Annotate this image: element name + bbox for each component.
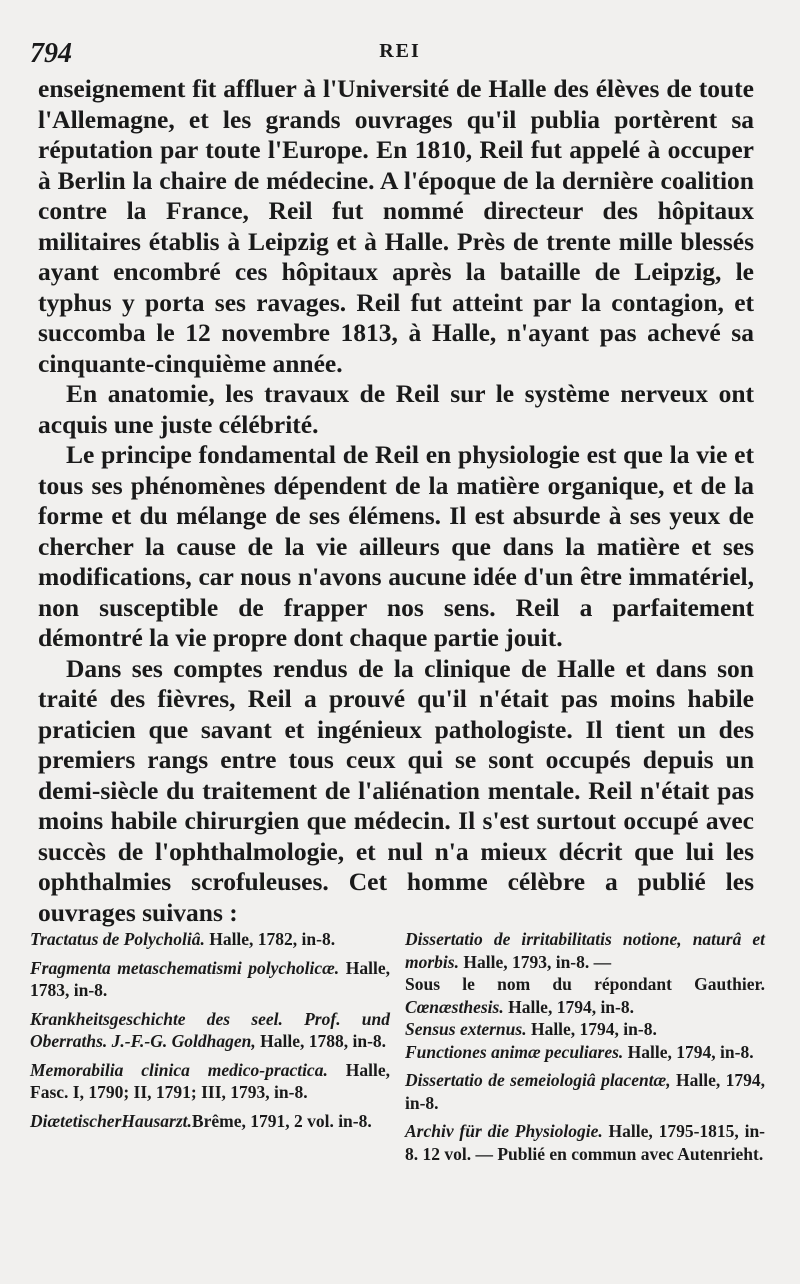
bibliography-entry: Dissertatio de irritabilitatis notione, naturâ et morbis. Halle, 1793, in-8. —	[405, 929, 765, 972]
bibliography-entry: Functiones animæ peculiares. Halle, 1794, in-8.	[405, 1041, 754, 1062]
bibliography-entry: Dissertatio de semeiologiâ placentæ, Halle, 1794, in-8.	[405, 1070, 765, 1113]
bibliography-entry: Krankheitsgeschichte des seel. Prof. und Oberraths. J.-F.-G. Goldhagen, Halle, 1788, in-8.	[30, 1008, 390, 1051]
bibliography-right-column	[405, 928, 765, 1165]
running-head: REI	[379, 40, 421, 62]
bibliography-entry: Memorabilia clinica medico-practica. Halle, Fasc. I, 1790; II, 1791; III, 1793, in-8.	[30, 1059, 390, 1102]
main-text	[38, 74, 754, 928]
bibliography	[30, 928, 770, 1258]
paragraph-1: enseignement fit affluer à l'Université de Halle des élèves de toute l'Allemagne, et les grands ouvrages qu'il publia portèrent sa réputation par toute l'Europe. En 1810, Reil fut appelé à occuper à Berlin la chaire de médecine. A l'époque de la dernière coalition contre la France, Reil fut nommé directeur des hôpitaux militaires établis à Leipzig et à Halle. Près de trente mille blessés ayant encombré ces hôpitaux après la bataille de Leipzig, le typhus y porta ses ravages. Reil fut atteint par la contagion, et succomba le 12 novembre 1813, à Halle, n'ayant pas achevé sa cinquante-cinquième année.	[38, 74, 754, 378]
bibliography-entry: Sensus externus. Halle, 1794, in-8.	[405, 1019, 657, 1039]
bibliography-entry: DiætetischerHausarzt.Brême, 1791, 2 vol. in-8.	[30, 1110, 372, 1131]
bibliography-entry: Sous le nom du répondant Gauthier. Cœnæsthesis. Halle, 1794, in-8.	[405, 974, 765, 1017]
bibliography-entry: Tractatus de Polycholiâ. Halle, 1782, in-8.	[30, 929, 336, 949]
bibliography-entry: Archiv für die Physiologie. Halle, 1795-1815, in-8. 12 vol. — Publié en commun avec Autenrieht.	[405, 1121, 766, 1164]
page-number: 794	[30, 38, 72, 69]
paragraph-3: Le principe fondamental de Reil en physiologie est que la vie et tous ses phénomènes dépendent de la matière organique, et de la forme et du mélange de ses élémens. Il est absurde à ses yeux de chercher la cause de la vie ailleurs que dans la matière et ses modifications, car nous n'avons aucune idée d'un être immatériel, non susceptible de frapper nos sens. Reil a parfaitement démontré la vie propre dont chaque partie jouit.	[38, 440, 754, 652]
bibliography-entry: Fragmenta metaschematismi polycholicæ. Halle, 1783, in-8.	[30, 957, 390, 1000]
paragraph-2: En anatomie, les travaux de Reil sur le système nerveux ont acquis une juste célébrité.	[38, 379, 754, 439]
paragraph-4: Dans ses comptes rendus de la clinique de Halle et dans son traité des fièvres, Reil a prouvé qu'il n'était pas moins habile praticien que savant et ingénieux pathologiste. Il tient un des premiers rangs entre tous ceux qui se sont occupés depuis un demi-siècle du traitement de l'aliénation mentale. Reil n'était pas moins habile chirurgien que médecin. Il s'est surtout occupé avec succès de l'ophthalmologie, et nul n'a mieux décrit que lui les ophthalmies scrofuleuses. Cet homme célèbre a publié les ouvrages suivans :	[38, 653, 754, 927]
page-header	[30, 38, 770, 68]
bibliography-left-column	[30, 928, 390, 1132]
